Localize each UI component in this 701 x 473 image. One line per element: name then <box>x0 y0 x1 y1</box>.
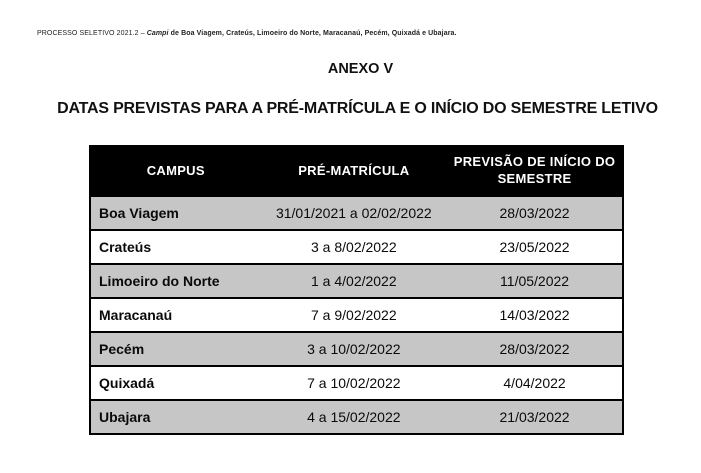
table-row <box>90 230 623 264</box>
column-header-campus: CAMPUS <box>90 146 261 196</box>
inicio-semestre-cell: 23/05/2022 <box>447 230 623 264</box>
campus-cell: Pecém <box>90 332 261 366</box>
campus-cell: Boa Viagem <box>90 196 261 230</box>
column-header-previsao-inicio: PREVISÃO DE INÍCIO DO SEMESTRE <box>447 146 623 196</box>
pre-matricula-cell: 3 a 10/02/2022 <box>261 332 448 366</box>
table-row <box>90 332 623 366</box>
annex-title: ANEXO V <box>327 61 394 77</box>
table-header <box>90 146 623 196</box>
header-note-campi-word: Campi <box>146 30 169 37</box>
inicio-semestre-cell: 4/04/2022 <box>447 366 623 400</box>
pre-matricula-cell: 31/01/2021 a 02/02/2022 <box>261 196 448 230</box>
table-body <box>90 196 623 434</box>
campus-cell: Ubajara <box>90 400 261 434</box>
inicio-semestre-cell: 28/03/2022 <box>447 196 623 230</box>
campus-cell: Limoeiro do Norte <box>90 264 261 298</box>
inicio-semestre-cell: 14/03/2022 <box>447 298 623 332</box>
table-row <box>90 264 623 298</box>
column-header-pre-matricula: PRÉ-MATRÍCULA <box>261 146 448 196</box>
inicio-semestre-cell: 11/05/2022 <box>447 264 623 298</box>
table-row <box>90 196 623 230</box>
table-header-row <box>90 146 623 196</box>
header-note <box>37 30 457 37</box>
table-row <box>90 400 623 434</box>
page-subtitle: DATAS PREVISTAS PARA A PRÉ-MATRÍCULA E O INÍCIO DO SEMESTRE LETIVO <box>57 100 658 117</box>
schedule-table <box>89 145 624 435</box>
campus-cell: Crateús <box>90 230 261 264</box>
inicio-semestre-cell: 28/03/2022 <box>447 332 623 366</box>
header-note-prefix: PROCESSO SELETIVO 2021.2 – <box>37 30 147 37</box>
pre-matricula-cell: 7 a 9/02/2022 <box>261 298 448 332</box>
header-note-campus-list: de Boa Viagem, Crateús, Limoeiro do Norte, Maracanaú, Pecém, Quixadá e Ubajara. <box>168 30 457 37</box>
pre-matricula-cell: 4 a 15/02/2022 <box>261 400 448 434</box>
table-row <box>90 366 623 400</box>
campus-cell: Maracanaú <box>90 298 261 332</box>
pre-matricula-cell: 1 a 4/02/2022 <box>261 264 448 298</box>
pre-matricula-cell: 7 a 10/02/2022 <box>261 366 448 400</box>
pre-matricula-cell: 3 a 8/02/2022 <box>261 230 448 264</box>
table-row <box>90 298 623 332</box>
campus-cell: Quixadá <box>90 366 261 400</box>
inicio-semestre-cell: 21/03/2022 <box>447 400 623 434</box>
